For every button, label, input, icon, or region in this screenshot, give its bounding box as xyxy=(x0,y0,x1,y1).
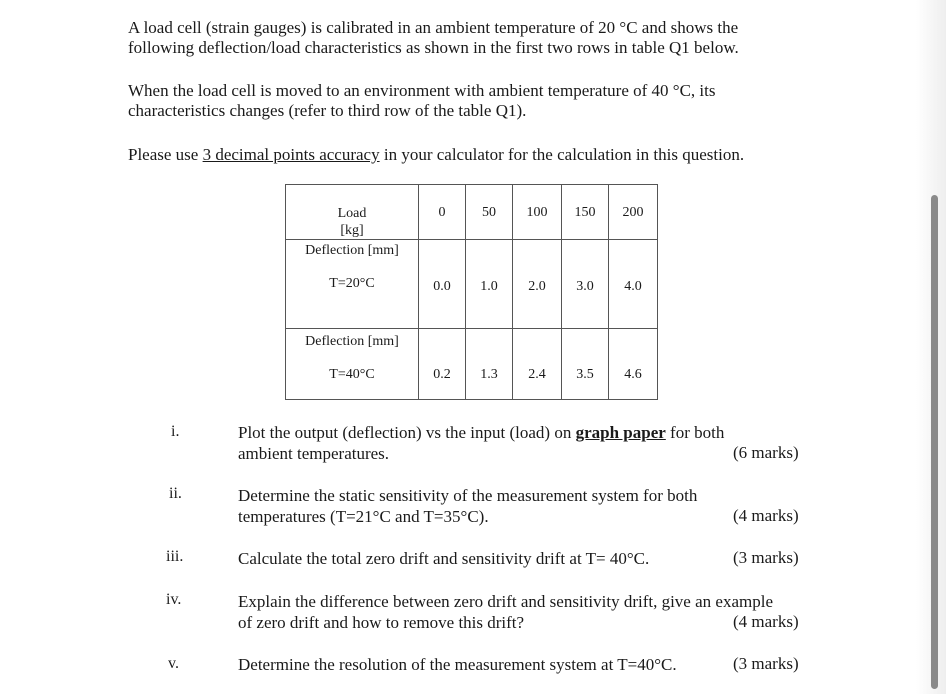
deflection-cell: 2.0 xyxy=(513,240,562,329)
intro-paragraph-1 xyxy=(128,18,828,58)
load-label: Load xyxy=(337,206,367,221)
load-header-cell xyxy=(286,185,419,240)
question-text xyxy=(238,548,818,569)
question-text-part: Plot the output (deflection) vs the input (load) on xyxy=(238,423,576,442)
question-line: Determine the resolution of the measurement system at T=40°C. xyxy=(238,655,677,674)
marks-label: (4 marks) xyxy=(733,506,799,525)
intro-paragraph-2 xyxy=(128,81,828,121)
question-line: temperatures (T=21°C and T=35°C). xyxy=(238,507,489,526)
question-line: of zero drift and how to remove this drift? xyxy=(238,613,525,632)
intro-p2-line2: characteristics changes (refer to third row of the table Q1). xyxy=(128,101,527,120)
vertical-scrollbar[interactable] xyxy=(931,195,938,689)
marks-label: (6 marks) xyxy=(733,443,799,462)
question-text xyxy=(238,654,818,675)
question-text-part: for both xyxy=(665,423,725,442)
question-line: Calculate the total zero drift and sensitivity drift at T= 40°C. xyxy=(238,549,650,568)
deflection-cell: 2.4 xyxy=(513,329,562,400)
question-number: ii. xyxy=(169,485,182,502)
marks-label: (4 marks) xyxy=(733,612,799,631)
deflection-label: Deflection [mm] xyxy=(305,334,399,349)
question-number: v. xyxy=(168,655,179,672)
load-unit: [kg] xyxy=(340,223,364,238)
intro-p1-line1: A load cell (strain gauges) is calibrated in an ambient temperature of 20 °C and shows the xyxy=(128,18,739,37)
load-cell: 200 xyxy=(609,185,658,240)
deflection-cell: 1.0 xyxy=(466,240,513,329)
temperature-label: T=20°C xyxy=(329,276,375,291)
table-row-40c xyxy=(286,329,658,400)
question-text xyxy=(238,422,818,464)
question-line xyxy=(238,422,818,443)
deflection-cell: 0.2 xyxy=(419,329,466,400)
accuracy-requirement: 3 decimal points accuracy xyxy=(202,145,380,164)
intro-p3-prefix: Please use xyxy=(128,145,203,164)
intro-p2-line1: When the load cell is moved to an environment with ambient temperature of 40 °C, its xyxy=(128,81,716,100)
intro-p3-suffix: in your calculator for the calculation in this question. xyxy=(379,145,745,164)
question-text xyxy=(238,485,818,527)
load-cell: 0 xyxy=(419,185,466,240)
question-text xyxy=(238,591,818,633)
intro-p1-line2: following deflection/load characteristics as shown in the first two rows in table Q1 below. xyxy=(128,38,739,57)
question-line: ambient temperatures. xyxy=(238,444,390,463)
deflection-cell: 4.0 xyxy=(609,240,658,329)
table-q1 xyxy=(285,184,658,400)
load-cell: 150 xyxy=(562,185,609,240)
deflection-cell: 0.0 xyxy=(419,240,466,329)
deflection-label: Deflection [mm] xyxy=(305,243,399,258)
load-cell: 50 xyxy=(466,185,513,240)
table-row-load xyxy=(286,185,658,240)
deflection-cell: 4.6 xyxy=(609,329,658,400)
question-line: Explain the difference between zero drift and sensitivity drift, give an example xyxy=(238,592,773,611)
intro-paragraph-3 xyxy=(128,145,828,165)
deflection-cell: 3.5 xyxy=(562,329,609,400)
question-number: iii. xyxy=(166,548,184,565)
deflection-40c-label-cell xyxy=(286,329,419,400)
marks-label: (3 marks) xyxy=(733,654,799,673)
deflection-20c-label-cell xyxy=(286,240,419,329)
marks-label: (3 marks) xyxy=(733,548,799,567)
question-number: iv. xyxy=(166,591,182,608)
table-row-20c xyxy=(286,240,658,329)
graph-paper-emphasis: graph paper xyxy=(575,423,666,442)
question-line: Determine the static sensitivity of the measurement system for both xyxy=(238,486,698,505)
temperature-label: T=40°C xyxy=(329,367,375,382)
deflection-cell: 3.0 xyxy=(562,240,609,329)
deflection-cell: 1.3 xyxy=(466,329,513,400)
question-number: i. xyxy=(171,423,180,440)
load-cell: 100 xyxy=(513,185,562,240)
